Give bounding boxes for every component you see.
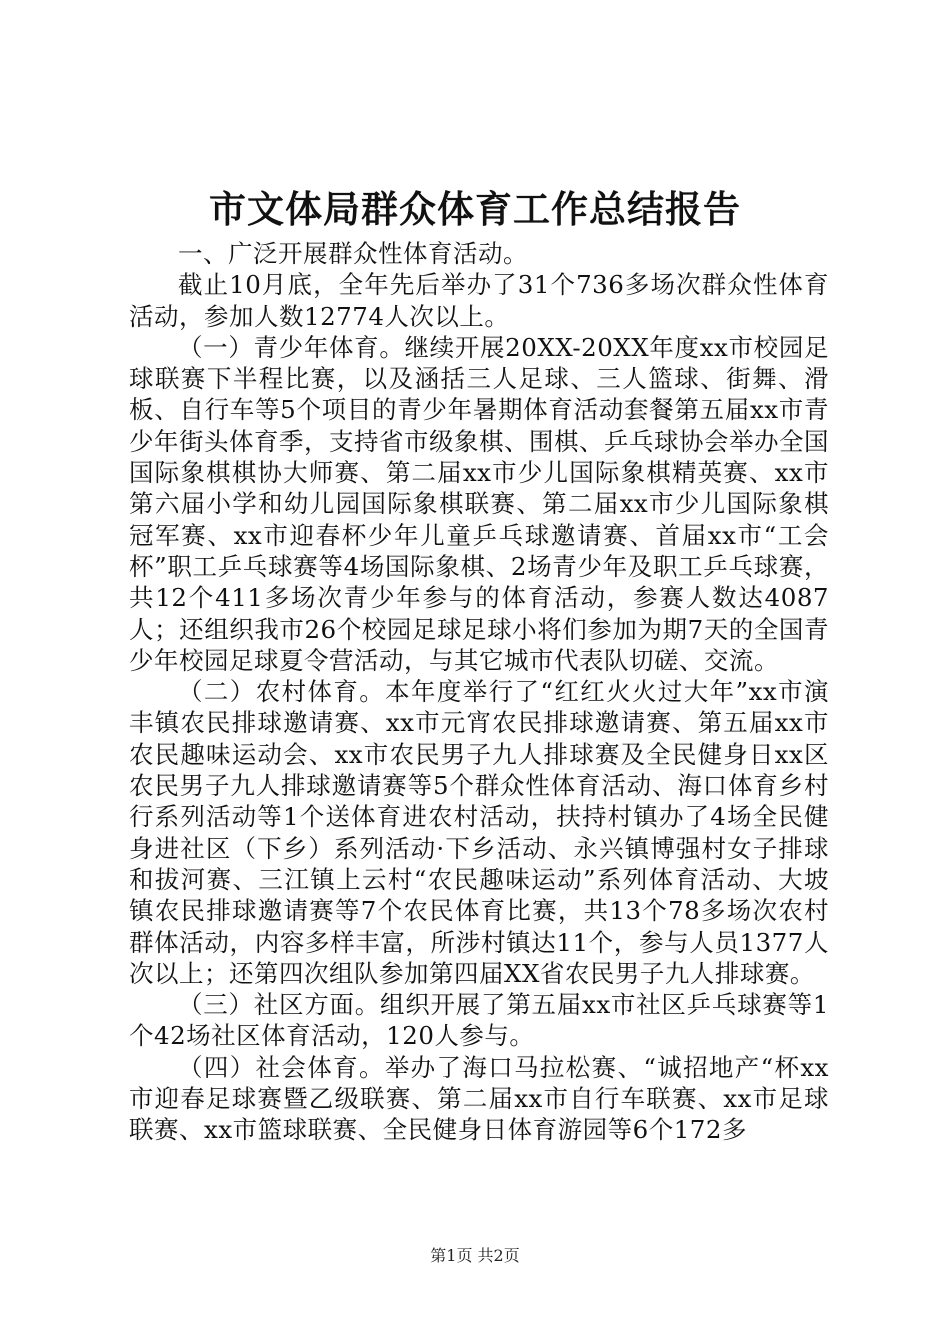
paragraph-youth-sports: （一）青少年体育。继续开展20XX-20XX年度xx市校园足球联赛下半程比赛，以及涵括三人足球、三人篮球、街舞、滑板、自行车等5个项目的青少年暑期体育活动套餐第五届xx市青少年街头体育季，支持省市级象棋、围棋、乒乓球协会举办全国国际象棋棋协大师赛、第二届xx市少儿国际象棋精英赛、xx市第六届小学和幼儿园国际象棋联赛、第二届xx市少儿国际象棋冠军赛、xx市迎春杯少年儿童乒乓球邀请赛、首届xx市“工会杯”职工乒乓球赛等4场国际象棋、2场青少年及职工乒乓球赛，共12个411多场次青少年参与的体育活动，参赛人数达4087人；还组织我市26个校园足球足球小将们参加为期7天的全国青少年校园足球夏令营活动，与其它城市代表队切磋、交流。 [129,332,829,675]
document-title: 市文体局群众体育工作总结报告 [209,187,741,231]
paragraph-community: （三）社区方面。组织开展了第五届xx市社区乒乓球赛等1个42场社区体育活动，120人参与。 [129,990,829,1051]
paragraph-summary: 截止10月底，全年先后举办了31个736多场次群众性体育活动，参加人数12774人次以上。 [129,270,829,331]
paragraph-social-sports: （四）社会体育。举办了海口马拉松赛、“诚招地产“杯xx市迎春足球赛暨乙级联赛、第二届xx市自行车联赛、xx市足球联赛、xx市篮球联赛、全民健身日体育游园等6个172多 [129,1052,829,1145]
section-heading-1: 一、广泛开展群众性体育活动。 [178,239,528,268]
page-footer: 第1页 共2页 [430,1246,520,1265]
document-body [129,238,829,1146]
paragraph-rural-sports: （二）农村体育。本年度举行了“红红火火过大年”xx市演丰镇农民排球邀请赛、xx市元宵农民排球邀请赛、第五届xx市农民趣味运动会、xx市农民男子九人排球赛及全民健身日xx区农民男子九人排球邀请赛等5个群众性体育活动、海口体育乡村行系列活动等1个送体育进农村活动，扶持村镇办了4场全民健身进社区（下乡）系列活动·下乡活动、永兴镇博强村女子排球和拔河赛、三江镇上云村“农民趣味运动”系列体育活动、大坡镇农民排球邀请赛等7个农民体育比赛，共13个78多场次农村群体活动，内容多样丰富，所涉村镇达11个，参与人员1377人次以上；还第四次组队参加第四届XX省农民男子九人排球赛。 [129,677,829,988]
